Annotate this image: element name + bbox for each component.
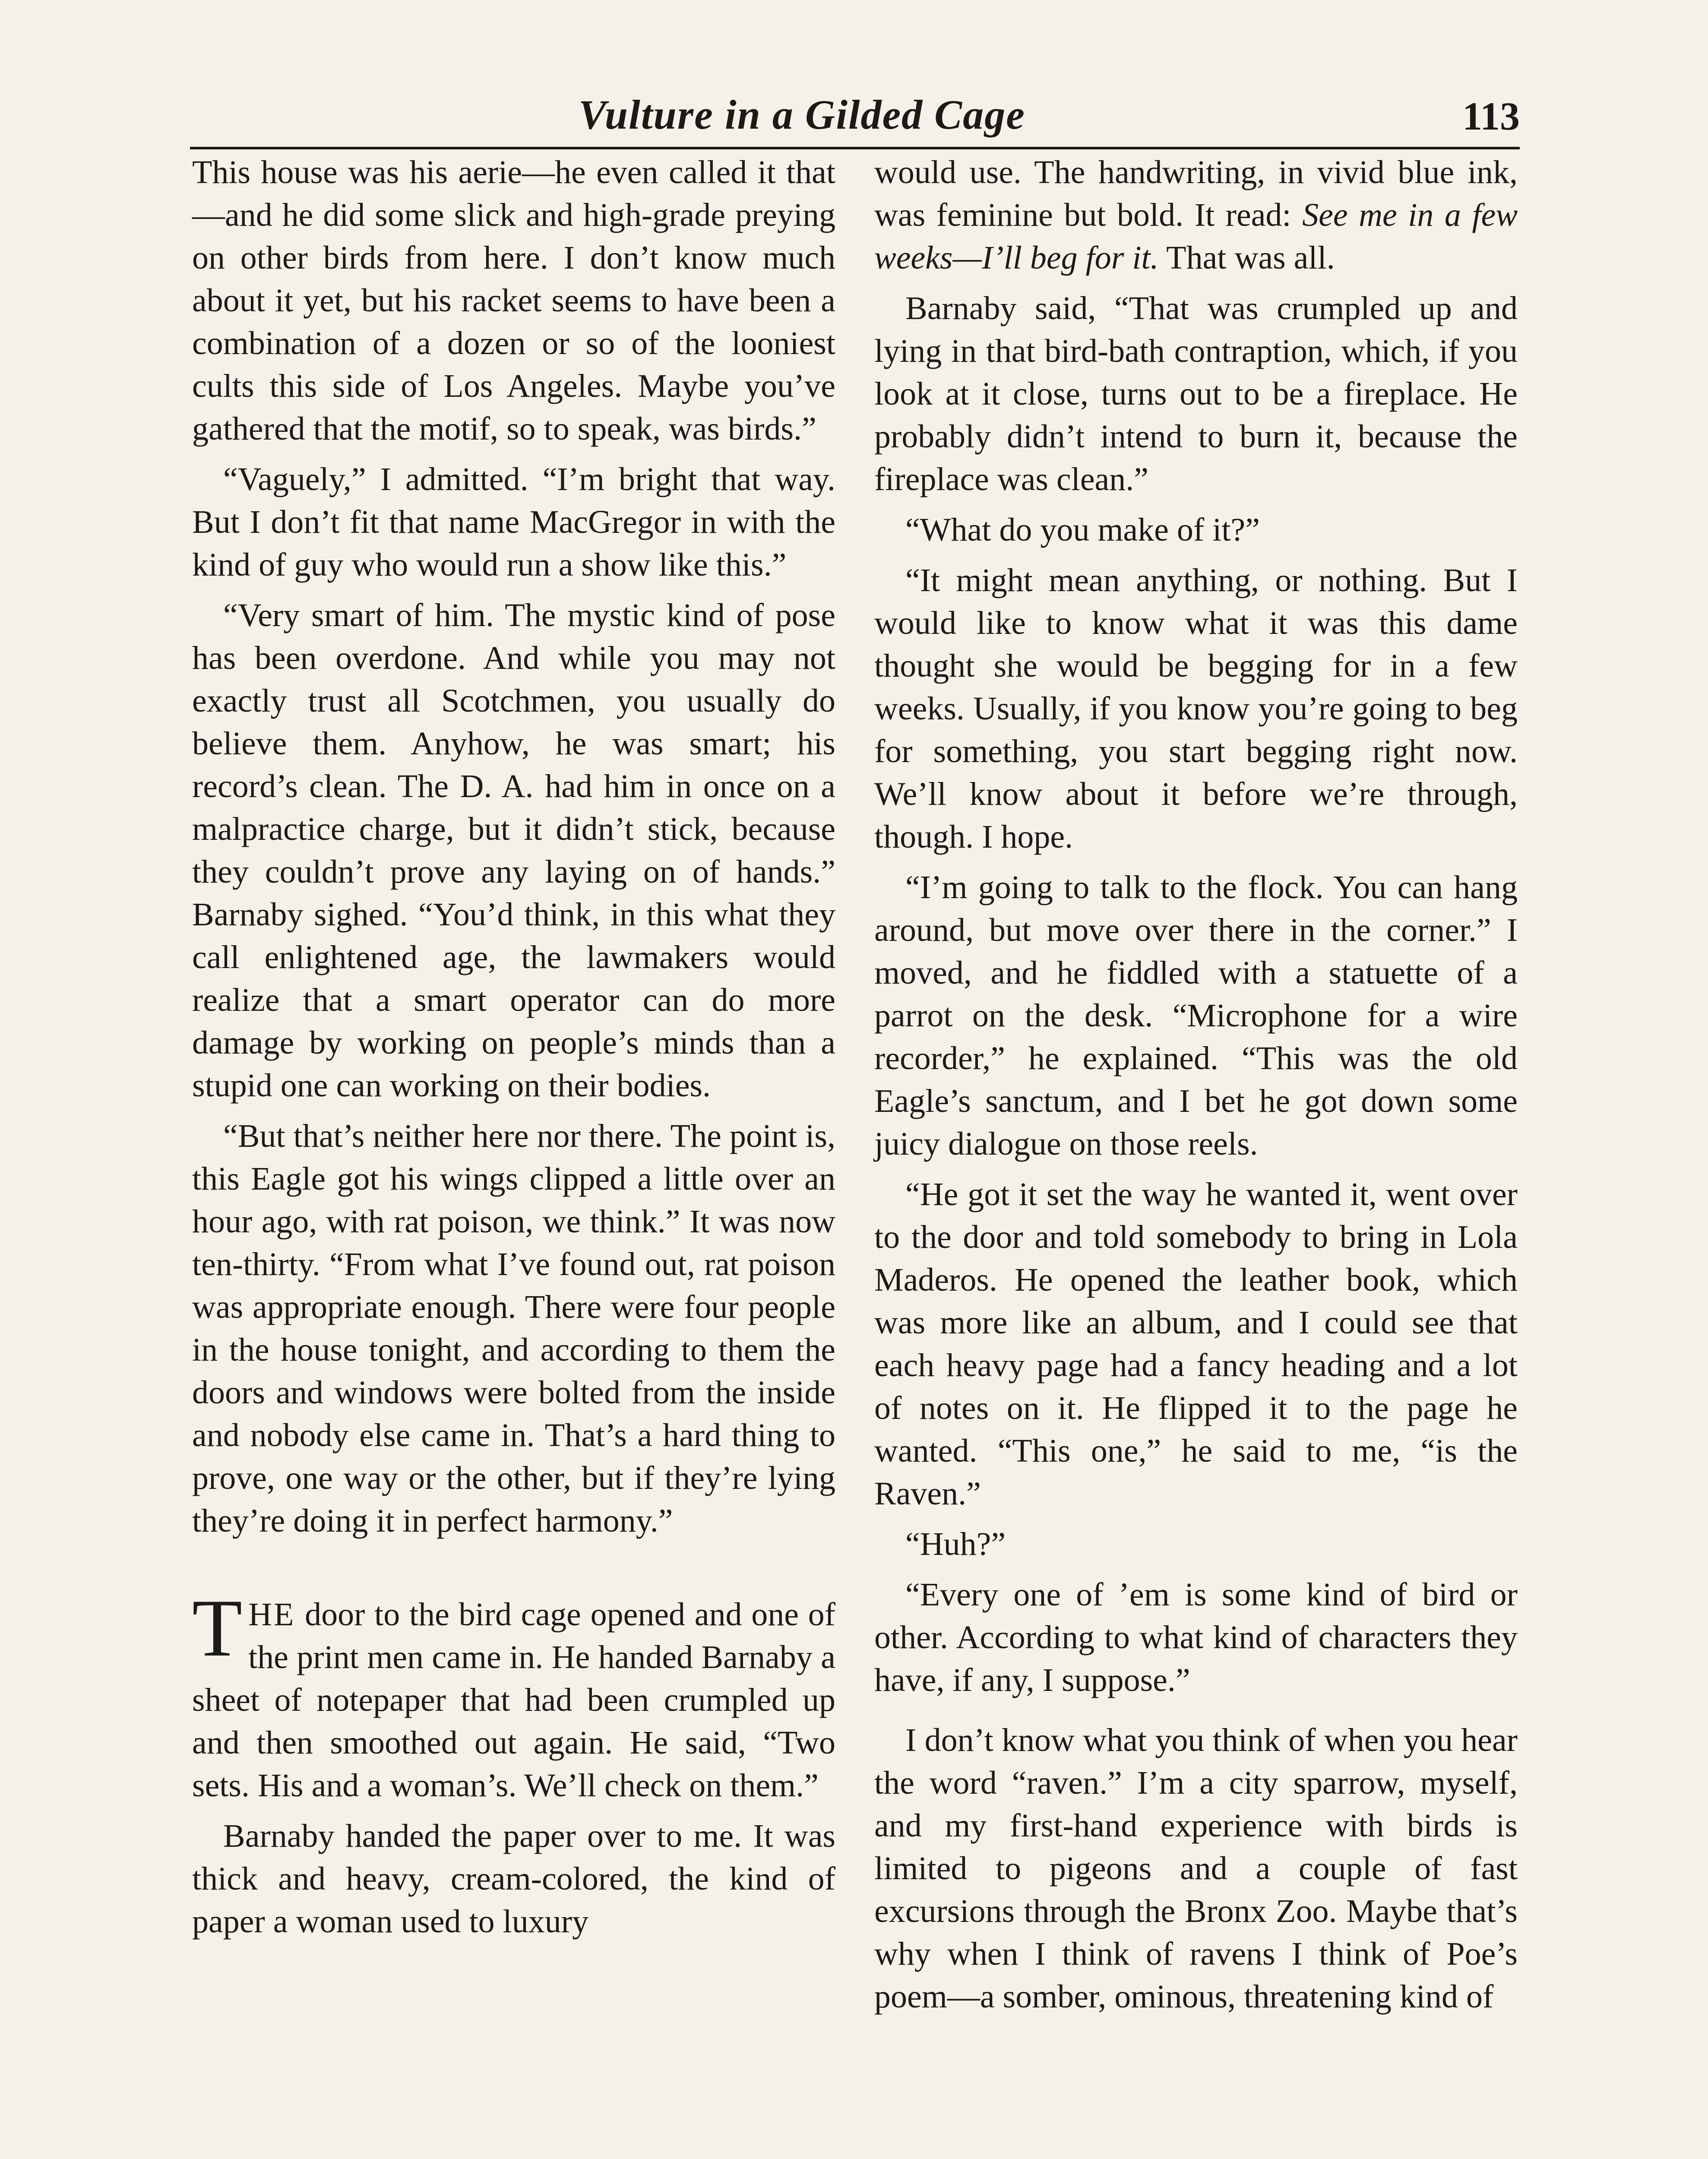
paragraph: Barnaby said, “That was crumpled up and lying in that bird-bath contraption, which, if you look at it close, turns out to be a fireplace. He probably didn’t intend to burn it, because the fireplace was clean.” <box>874 290 1518 497</box>
section-opening-paragraph <box>192 1583 835 1807</box>
paragraph: Barnaby handed the paper over to me. It was thick and heavy, cream-colored, the kind of paper a woman used to luxury <box>192 1818 835 1940</box>
paragraph <box>874 151 1518 279</box>
paragraph: “Very smart of him. The mystic kind of pose has been overdone. And while you may not exactly trust all Scotchmen, you usually do believe them. Anyhow, he was smart; his record’s clean. The D. A. had him in once on a malpractice charge, but it didn’t stick, because they couldn’t prove any laying on of hands.” Barnaby sighed. “You’d think, in this what they call enlightened age, the lawmakers would realize that a smart operator can do more damage by working on people’s minds than a stupid one can working on their bodies. <box>192 597 835 1104</box>
paragraph: “Vaguely,” I admitted. “I’m bright that way. But I don’t fit that name MacGregor in with the kind of guy who would run a show like this.” <box>192 461 835 583</box>
left-column <box>192 151 835 1951</box>
page-number: 113 <box>1462 94 1520 138</box>
section-break <box>192 1550 835 1593</box>
running-title: Vulture in a Gilded Cage <box>579 92 1025 138</box>
right-column <box>874 151 1518 2026</box>
note-text-italic: See me in a few weeks—I’ll beg for it. <box>874 197 1518 276</box>
page-header <box>190 82 1520 149</box>
paragraph: “It might mean anything, or nothing. But I would like to know what it was this dame thought she would be begging for in a few weeks. Usually, if you know you’re going to beg for something, you start begging right now. We’ll know about it before we’re through, though. I hope. <box>874 562 1518 855</box>
paragraph: “He got it set the way he wanted it, went over to the door and told somebody to bring in Lola Maderos. He opened the leather book, which was more like an album, and I could see that each heavy page had a fancy heading and a lot of notes on it. He flipped it to the page he wanted. “This one,” he said to me, “is the Raven.” <box>874 1176 1518 1512</box>
paragraph: “I’m going to talk to the flock. You can hang around, but move over there in the corner.” I moved, and he fiddled with a statuette of a parrot on the desk. “Microphone for a wire recorder,” he explained. “This was the old Eagle’s sanctum, and I bet he got down some juicy dialogue on those reels. <box>874 869 1518 1162</box>
paragraph: “But that’s neither here nor there. The point is, this Eagle got his wings clipped a little over an hour ago, with rat poison, we think.” It was now ten-thirty. “From what I’ve found out, rat poison was appropriate enough. There were four people in the house tonight, and according to them the doors and windows were bolted from the inside and nobody else came in. That’s a hard thing to prove, one way or the other, but if they’re lying they’re doing it in perfect harmony.” <box>192 1118 835 1539</box>
paragraph-text: That was all. <box>1158 240 1335 276</box>
paragraph-text: door to the bird cage opened and one of the print men came in. He handed Barnaby a sheet of notepaper that had been crumpled up and then smoothed out again. He said, “Two sets. His and a woman’s. We’ll check on them.” <box>192 1596 835 1804</box>
paragraph: “What do you make of it?” <box>905 512 1260 548</box>
paragraph: “Every one of ’em is some kind of bird or other. According to what kind of characters they have, if any, I suppose.” <box>874 1577 1518 1698</box>
paragraph: This house was his aerie—he even called it that—and he did some slick and high-grade preying on other birds from here. I don’t know much about it yet, but his racket seems to have been a combination of a dozen or so of the looniest cults this side of Los Angeles. Maybe you’ve gathered that the motif, so to speak, was birds.” <box>192 154 835 447</box>
drop-cap: T <box>192 1583 243 1674</box>
paragraph: “Huh?” <box>905 1526 1006 1562</box>
small-caps-word: HE <box>248 1596 296 1633</box>
paragraph-text: would use. The handwriting, in vivid blue ink, was feminine but bold. It read: <box>874 154 1518 233</box>
paragraph: I don’t know what you think of when you hear the word “raven.” I’m a city sparrow, myself, and my first-hand experience with birds is limited to pigeons and a couple of fast excursions through the Bronx Zoo. Maybe that’s why when I think of ravens I think of Poe’s poem—a somber, ominous, threatening kind of <box>874 1722 1518 2015</box>
